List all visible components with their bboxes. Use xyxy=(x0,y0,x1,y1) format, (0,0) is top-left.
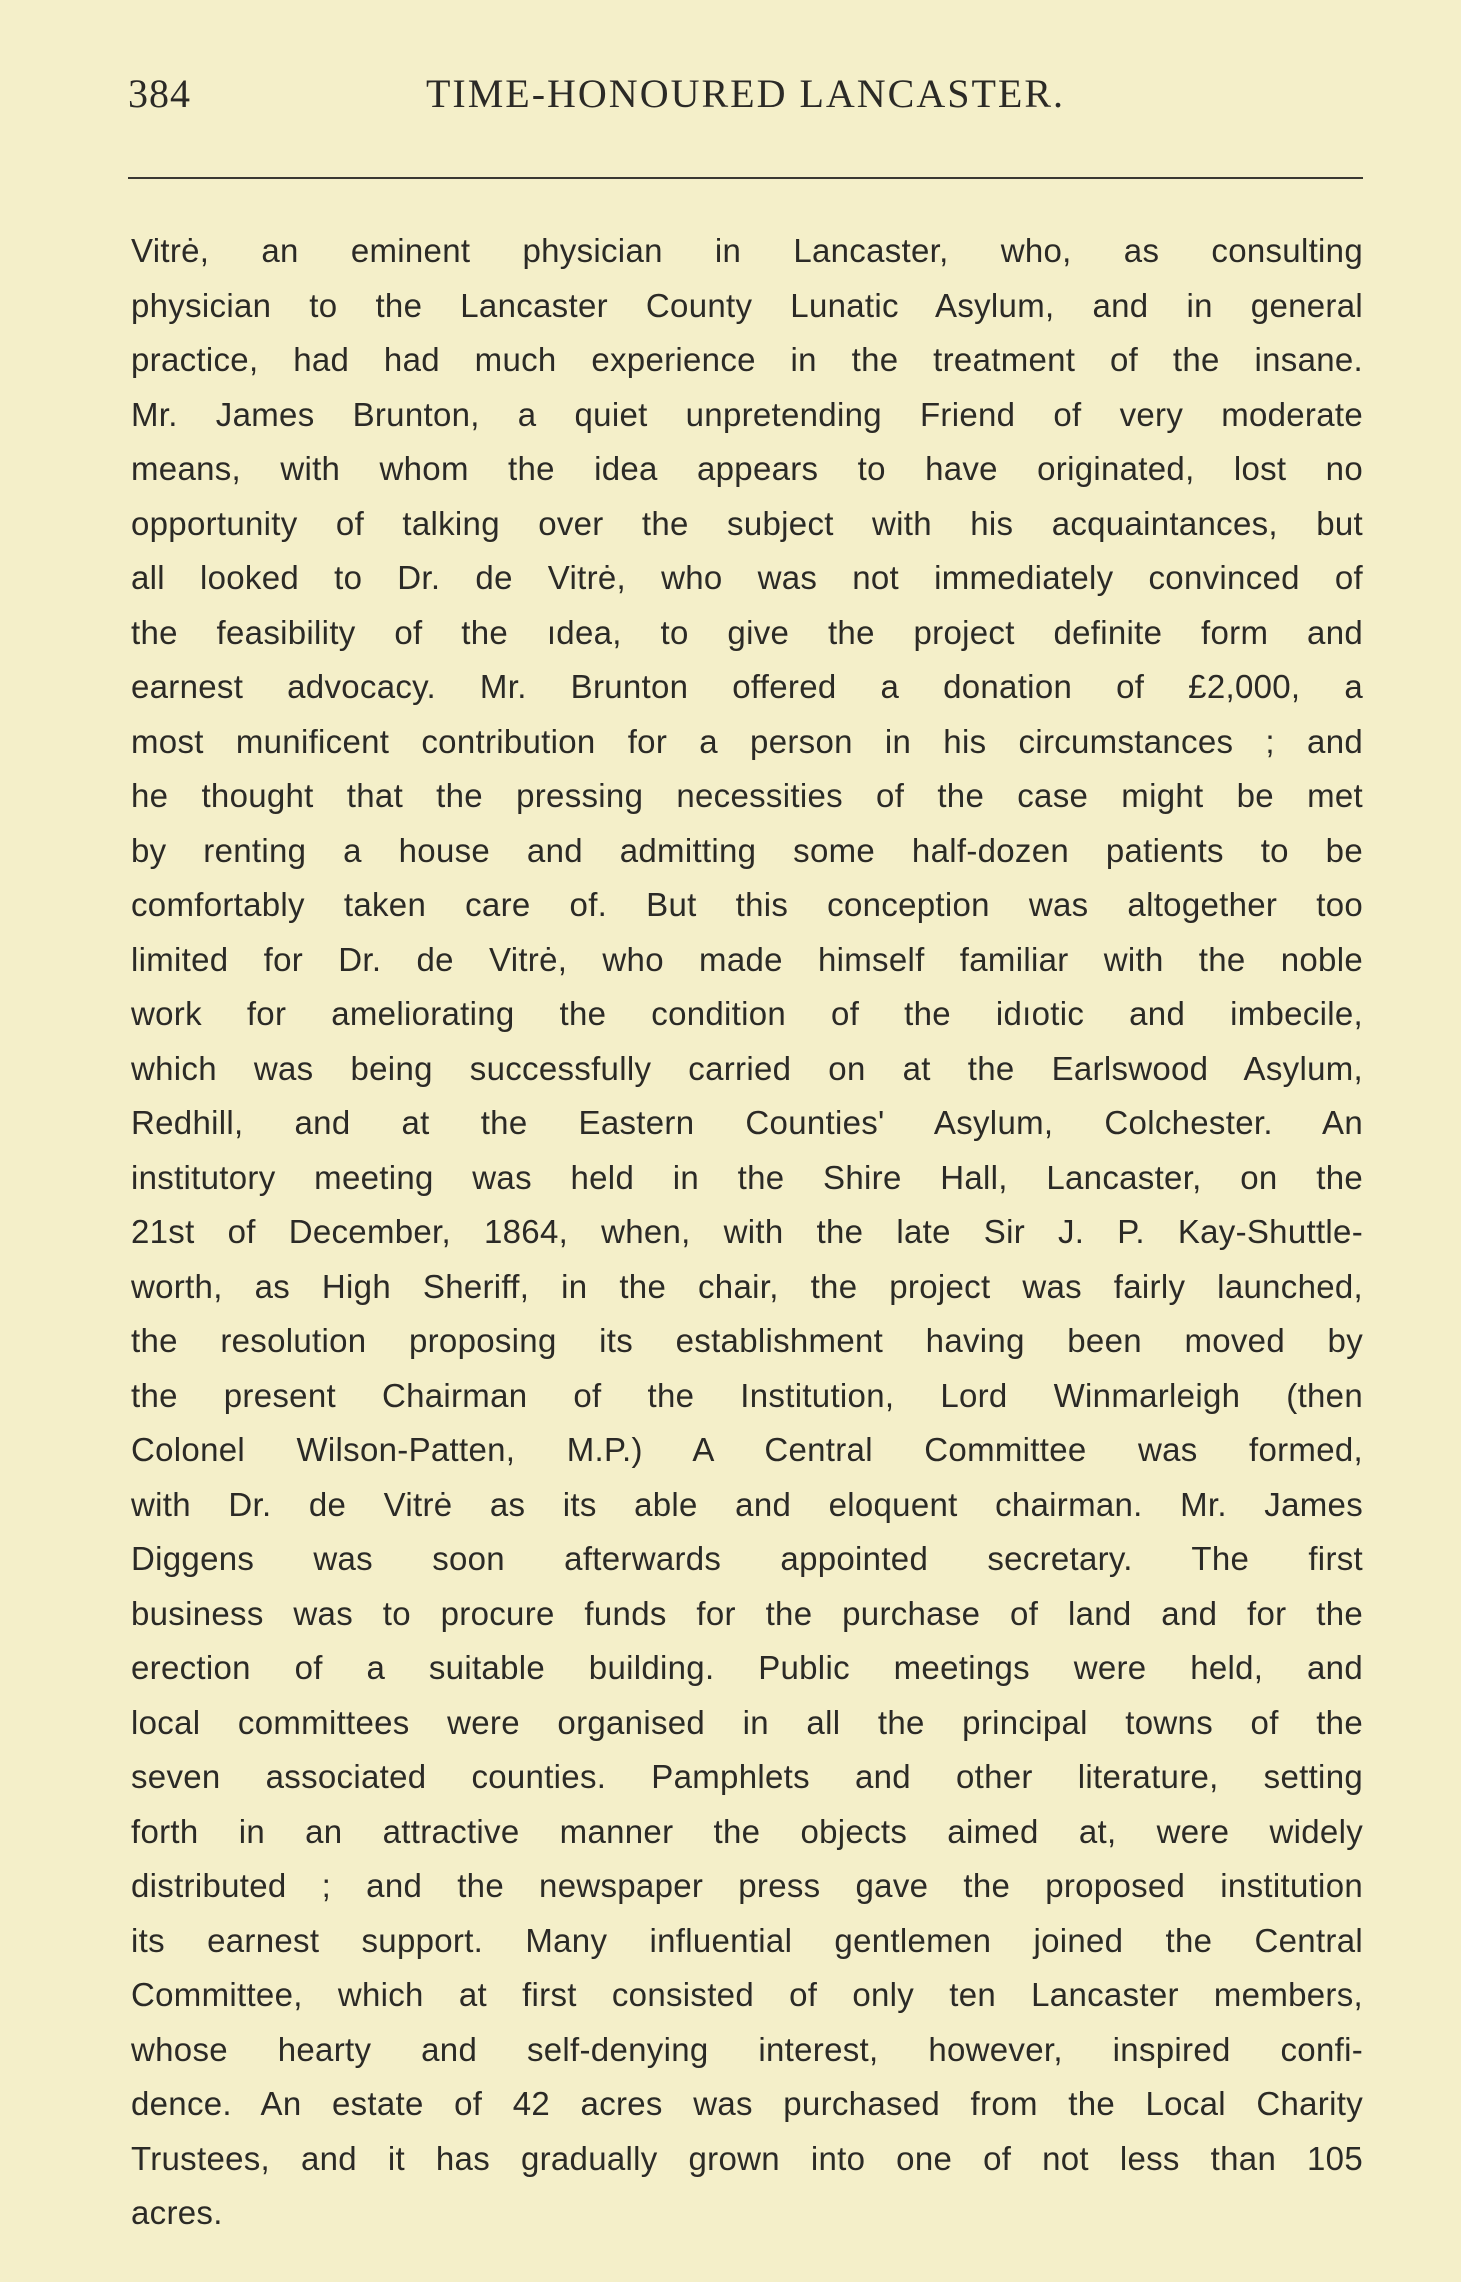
text-line: worth, as High Sheriff, in the chair, the project was fairly launched, xyxy=(131,1267,1363,1305)
text-line: opportunity of talking over the subject with his acquaintances, but xyxy=(131,504,1363,542)
text-line: Trustees, and it has gradually grown into one of not less than 105 xyxy=(131,2139,1363,2177)
text-line: practice, had had much experience in the treatment of the insane. xyxy=(131,341,1363,378)
text-line: which was being successfully carried on at the Earlswood Asylum, xyxy=(131,1049,1363,1087)
text-line: earnest advocacy. Mr. Brunton offered a donation of £2,000, a xyxy=(131,668,1363,705)
page-number: 384 xyxy=(128,71,191,116)
text-line: Vitrė, an eminent physician in Lancaster, who, as consulting xyxy=(131,232,1363,269)
text-line: work for ameliorating the condition of the idıotic and imbecile, xyxy=(131,995,1363,1032)
text-line: comfortably taken care of. But this conception was altogether too xyxy=(131,886,1363,923)
page-header xyxy=(128,70,1363,130)
text-line: most munificent contribution for a person in his circumstances ; and xyxy=(131,722,1363,760)
text-line: Redhill, and at the Eastern Counties' Asylum, Colchester. An xyxy=(131,1104,1363,1141)
text-line: erection of a suitable building. Public meetings were held, and xyxy=(131,1649,1363,1686)
text-line: institutory meeting was held in the Shire Hall, Lancaster, on the xyxy=(131,1158,1363,1196)
text-line: the feasibility of the ıdea, to give the project definite form and xyxy=(131,613,1363,651)
text-line: with Dr. de Vitrė as its able and eloquent chairman. Mr. James xyxy=(131,1485,1363,1523)
body-paragraph xyxy=(131,224,1363,2241)
text-line: the present Chairman of the Institution, Lord Winmarleigh (then xyxy=(131,1376,1363,1414)
text-line: physician to the Lancaster County Lunatic Asylum, and in general xyxy=(131,286,1363,324)
text-line: forth in an attractive manner the objects aimed at, were widely xyxy=(131,1812,1363,1850)
text-line: dence. An estate of 42 acres was purchased from the Local Charity xyxy=(131,2085,1363,2122)
text-line: 21st of December, 1864, when, with the late Sir J. P. Kay-Shuttle- xyxy=(131,1213,1363,1250)
text-line: whose hearty and self-denying interest, however, inspired confi- xyxy=(131,2030,1363,2068)
text-line: Committee, which at first consisted of only ten Lancaster members, xyxy=(131,1976,1363,2013)
text-line: means, with whom the idea appears to have originated, lost no xyxy=(131,450,1363,487)
running-head: TIME-HONOURED LANCASTER. xyxy=(425,71,1066,116)
text-line: Diggens was soon afterwards appointed secretary. The first xyxy=(131,1540,1363,1577)
text-line: its earnest support. Many influential gentlemen joined the Central xyxy=(131,1921,1363,1959)
text-line: limited for Dr. de Vitrė, who made himself familiar with the noble xyxy=(131,940,1363,978)
text-line: business was to procure funds for the purchase of land and for the xyxy=(131,1594,1363,1632)
text-line: by renting a house and admitting some half-dozen patients to be xyxy=(131,831,1363,869)
text-line: Mr. James Brunton, a quiet unpretending Friend of very moderate xyxy=(131,395,1363,433)
text-line: all looked to Dr. de Vitrė, who was not immediately convinced of xyxy=(131,559,1363,596)
text-line: local committees were organised in all the principal towns of the xyxy=(131,1703,1363,1741)
text-line: seven associated counties. Pamphlets and other literature, setting xyxy=(131,1758,1363,1795)
header-rule xyxy=(128,177,1363,179)
text-line: distributed ; and the newspaper press gave the proposed institution xyxy=(131,1867,1363,1904)
text-line: he thought that the pressing necessities of the case might be met xyxy=(131,777,1363,814)
text-line-last: acres. xyxy=(131,2194,223,2231)
text-line: the resolution proposing its establishment having been moved by xyxy=(131,1322,1363,1359)
text-line: Colonel Wilson-Patten, M.P.) A Central Committee was formed, xyxy=(131,1431,1363,1468)
